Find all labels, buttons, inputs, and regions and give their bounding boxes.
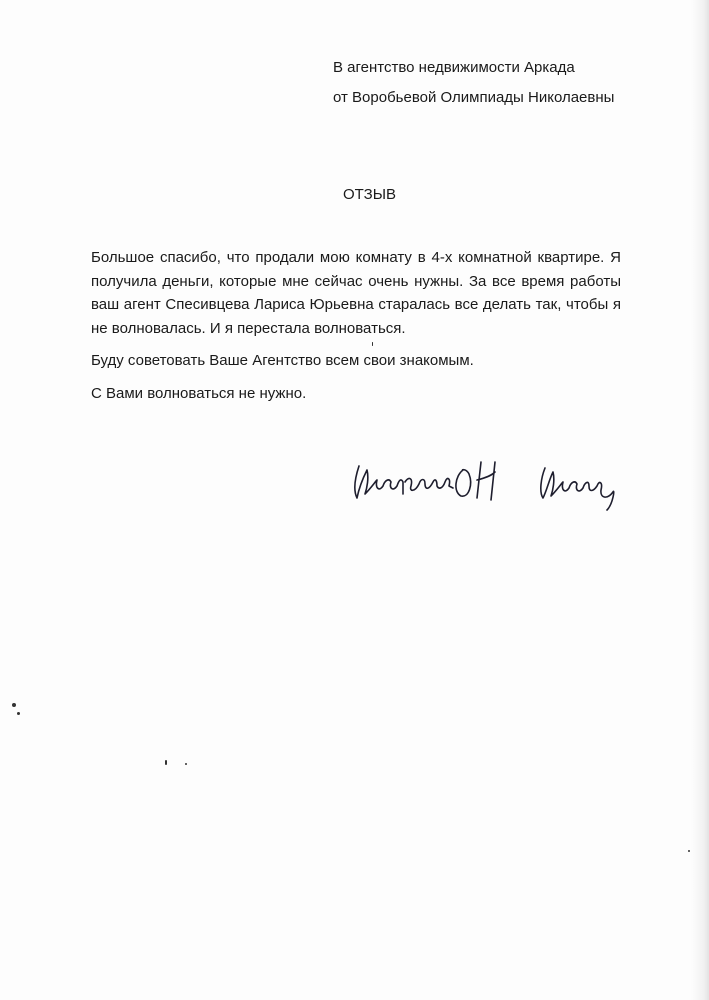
- letter-body: [91, 246, 621, 405]
- body-paragraph-3: С Вами волноваться не нужно.: [91, 384, 307, 402]
- scan-speck: [688, 850, 690, 852]
- scan-shadow: [691, 0, 709, 1000]
- scan-speck: [372, 342, 373, 346]
- sender-line: от Воробьевой Олимпиады Николаевны: [333, 89, 615, 106]
- scan-speck: [185, 763, 187, 765]
- body-paragraph-2: Буду советовать Ваше Агентство всем свои знакомым.: [91, 352, 474, 369]
- recipient-line: В агентство недвижимости Аркада: [333, 59, 575, 76]
- letter-header: [333, 58, 663, 108]
- scan-speck: [17, 712, 20, 715]
- document-title: ОТЗЫВ: [342, 186, 396, 203]
- scan-speck: [12, 703, 16, 707]
- scan-speck: [165, 760, 167, 765]
- handwritten-signature: [345, 448, 625, 528]
- body-paragraph-1: Большое спасибо, что продали мою комнату в 4-х комнатной квартире. Я получила деньги, которые мне сейчас очень нужны. За все время работы ваш агент Спесивцева Лариса Юрьевна старалась все делать так, чтобы я не волновалась. И я перестала волноваться.: [91, 249, 621, 337]
